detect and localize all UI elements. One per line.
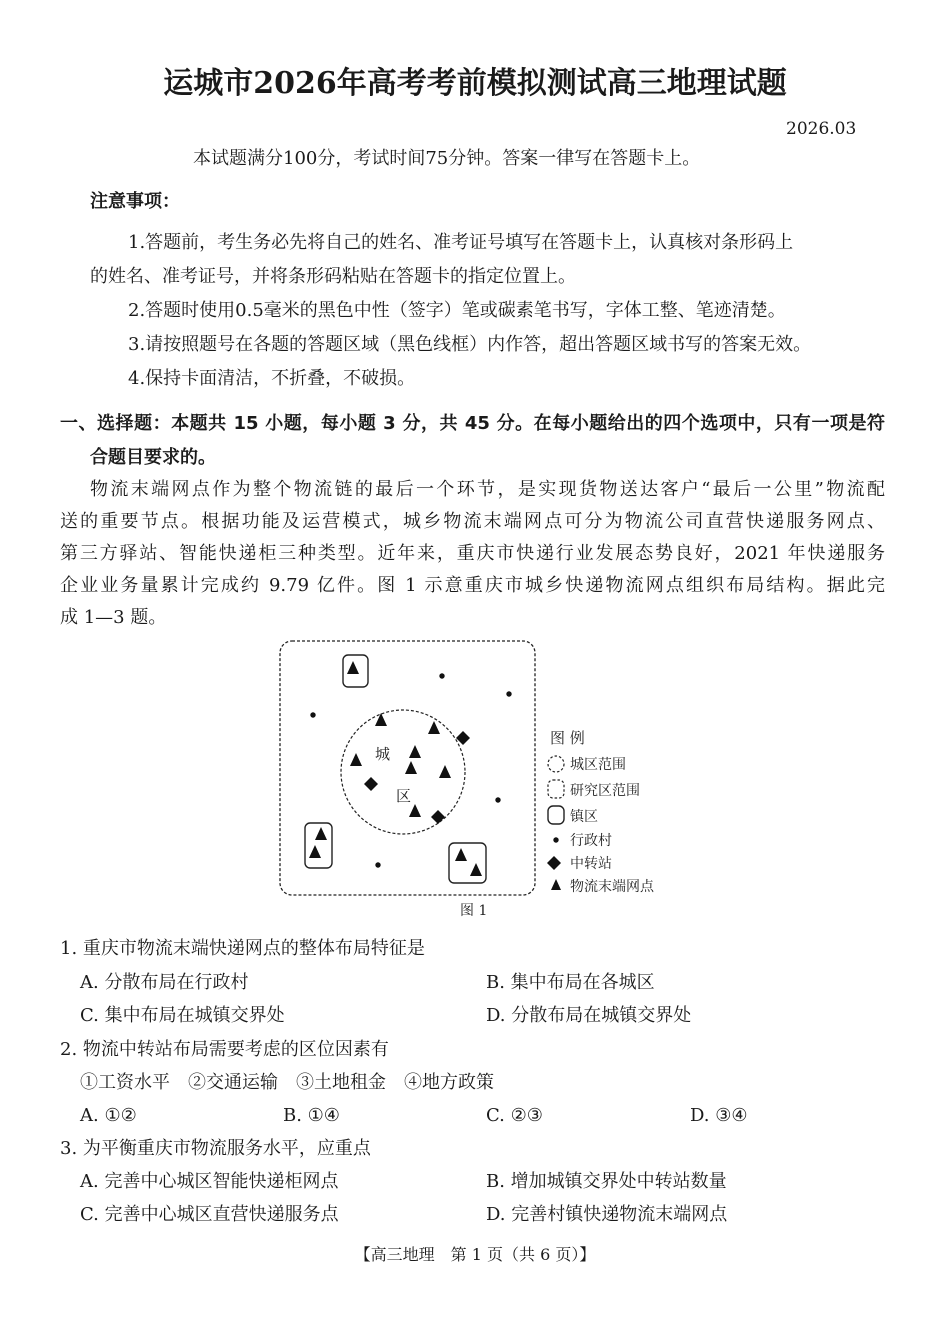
logistics-outlet-triangle xyxy=(309,845,321,858)
logistics-outlet-triangle xyxy=(428,721,440,734)
legend-outlet-icon xyxy=(551,879,561,890)
transfer-station-diamond xyxy=(456,731,470,745)
notice-item: 1.答题前，考生务必先将自己的姓名、准考证号填写在答题卡上，认真核对条形码上 xyxy=(128,232,794,253)
legend-label: 城区范围 xyxy=(570,757,626,773)
city-label-2: 区 xyxy=(396,787,412,805)
legend-town-icon xyxy=(548,806,564,824)
question-1-option-d[interactable]: D. 分散布局在城镇交界处 xyxy=(486,1005,692,1026)
village-dot xyxy=(310,712,315,717)
exam-intro: 本试题满分100分，考试时间75分钟。答案一律写在答题卡上。 xyxy=(193,148,701,169)
logistics-outlet-triangle xyxy=(375,713,387,726)
logistics-outlet-triangle xyxy=(315,827,327,840)
transfer-station-diamond xyxy=(364,777,378,791)
passage-line: 企业业务量累计完成约 9.79 亿件。图 1 示意重庆市城乡快递物流网点组织布局结构。据此完 xyxy=(60,575,885,596)
legend-label: 物流末端网点 xyxy=(570,879,654,895)
logistics-outlet-triangle xyxy=(405,761,417,774)
exam-date: 2026.03 xyxy=(786,119,857,139)
section-heading: 一、选择题：本题共 15 小题，每小题 3 分，共 45 分。在每小题给出的四个选项中，只有一项是符 xyxy=(60,413,885,434)
logistics-outlet-triangle xyxy=(455,848,467,861)
notice-heading: 注意事项： xyxy=(90,191,180,212)
legend-transfer-icon xyxy=(547,856,561,870)
passage-line: 第三方驿站、智能快递柜三种类型。近年来，重庆市快递行业发展态势良好，2021 年快递服务 xyxy=(60,543,885,564)
question-3-option-b[interactable]: B. 增加城镇交界处中转站数量 xyxy=(486,1171,727,1192)
question-1-stem: 1. 重庆市物流末端快递网点的整体布局特征是 xyxy=(60,938,425,959)
passage-line: 物流末端网点作为整个物流链的最后一个环节，是实现货物送达客户“最后一公里”物流配 xyxy=(90,479,885,500)
village-dot xyxy=(495,797,500,802)
question-3-option-c[interactable]: C. 完善中心城区直营快递服务点 xyxy=(80,1204,339,1225)
section-heading-cont: 合题目要求的。 xyxy=(90,447,216,468)
question-1-option-c[interactable]: C. 集中布局在城镇交界处 xyxy=(80,1005,285,1026)
city-label-1: 城 xyxy=(375,745,391,763)
question-1-option-a[interactable]: A. 分散布局在行政村 xyxy=(80,972,249,993)
town-area xyxy=(449,843,486,883)
passage-line: 成 1—3 题。 xyxy=(60,607,167,628)
question-2-option-d[interactable]: D. ③④ xyxy=(690,1105,748,1126)
question-3-stem: 3. 为平衡重庆市物流服务水平，应重点 xyxy=(60,1138,371,1159)
town-area xyxy=(305,823,332,868)
question-2-stem: 2. 物流中转站布局需要考虑的区位因素有 xyxy=(60,1039,389,1060)
question-2-factors: ①工资水平 ②交通运输 ③土地租金 ④地方政策 xyxy=(80,1072,494,1093)
passage-line: 送的重要节点。根据功能及运营模式，城乡物流末端网点可分为物流公司直营快递服务网点、 xyxy=(60,511,885,532)
notice-item: 4.保持卡面清洁，不折叠，不破损。 xyxy=(128,368,416,389)
question-2-option-b[interactable]: B. ①④ xyxy=(283,1105,340,1126)
village-dot xyxy=(375,862,380,867)
logistics-outlet-triangle xyxy=(409,804,421,817)
question-2-option-a[interactable]: A. ①② xyxy=(80,1105,137,1126)
legend-urban-icon xyxy=(548,756,564,772)
question-3-option-a[interactable]: A. 完善中心城区智能快递柜网点 xyxy=(80,1171,339,1192)
page-footer: 【高三地理 第 1 页（共 6 页）】 xyxy=(354,1245,596,1264)
question-2-option-c[interactable]: C. ②③ xyxy=(486,1105,543,1126)
logistics-outlet-triangle xyxy=(409,745,421,758)
legend-label: 行政村 xyxy=(570,833,612,849)
logistics-outlet-triangle xyxy=(347,661,359,674)
village-dot xyxy=(506,691,511,696)
transfer-station-diamond xyxy=(431,810,445,824)
legend-label: 研究区范围 xyxy=(570,783,640,799)
figure-caption: 图 1 xyxy=(460,903,488,919)
logistics-outlet-triangle xyxy=(470,863,482,876)
notice-item: 的姓名、准考证号，并将条形码粘贴在答题卡的指定位置上。 xyxy=(90,266,576,287)
notice-item: 3.请按照题号在各题的答题区域（黑色线框）内作答，超出答题区域书写的答案无效。 xyxy=(128,334,812,355)
exam-title: 运城市2026年高考考前模拟测试高三地理试题 xyxy=(163,66,787,101)
legend-label: 中转站 xyxy=(570,856,612,872)
logistics-outlet-triangle xyxy=(439,765,451,778)
legend-label: 镇区 xyxy=(570,809,598,825)
legend-title: 图 例 xyxy=(550,729,585,747)
notice-item: 2.答题时使用0.5毫米的黑色中性（签字）笔或碳素笔书写，字体工整、笔迹清楚。 xyxy=(128,300,786,321)
question-3-option-d[interactable]: D. 完善村镇快递物流末端网点 xyxy=(486,1204,728,1225)
legend-village-icon xyxy=(553,837,558,842)
legend-study-icon xyxy=(548,780,564,798)
logistics-outlet-triangle xyxy=(350,753,362,766)
village-dot xyxy=(439,673,444,678)
question-1-option-b[interactable]: B. 集中布局在各城区 xyxy=(486,972,655,993)
